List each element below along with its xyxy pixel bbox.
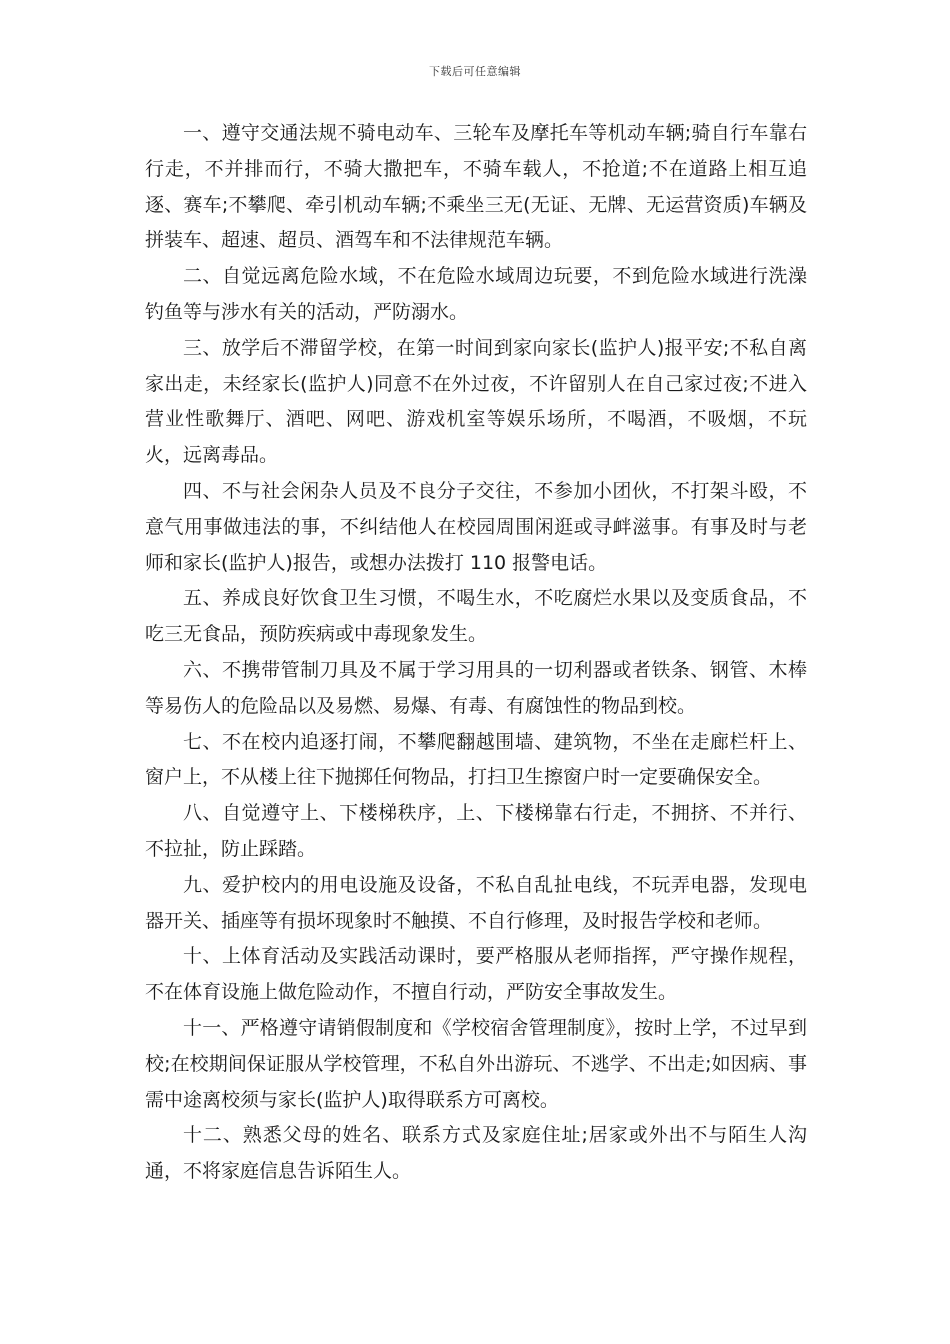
rule-paragraph-10: 十、上体育活动及实践活动课时，要严格服从老师指挥，严守操作规程，不在体育设施上做危险动作，不擅自行动，严防安全事故发生。 <box>145 945 807 1004</box>
rule-paragraph-11: 十一、严格遵守请销假制度和《学校宿舍管理制度》，按时上学，不过早到校;在校期间保证服从学校管理，不私自外出游玩、不逃学、不出走;如因病、事需中途离校须与家长(监护人)取得联系方可离校。 <box>145 1016 807 1111</box>
rule-paragraph-12: 十二、熟悉父母的姓名、联系方式及家庭住址;居家或外出不与陌生人沟通，不将家庭信息告诉陌生人。 <box>145 1124 807 1183</box>
rule-paragraph-8: 八、自觉遵守上、下楼梯秩序，上、下楼梯靠右行走，不拥挤、不并行、不拉扯，防止踩踏。 <box>145 802 807 860</box>
rule-paragraph-1: 一、遵守交通法规不骑电动车、三轮车及摩托车等机动车辆;骑自行车靠右行走，不并排而行，不骑大撒把车，不骑车载人，不抢道;不在道路上相互追逐、赛车;不攀爬、牵引机动车辆;不乘坐三无(无证、无牌、无运营资质)车辆及拼装车、超速、超员、酒驾车和不法律规范车辆。 <box>145 122 807 252</box>
rule-paragraph-3: 三、放学后不滞留学校，在第一时间到家向家长(监护人)报平安;不私自离家出走，未经家长(监护人)同意不在外过夜，不许留别人在自己家过夜;不进入营业性歌舞厅、酒吧、网吧、游戏机室等娱乐场所，不喝酒，不吸烟，不玩火，远离毒品。 <box>145 336 807 467</box>
rule-paragraph-4: 四、不与社会闲杂人员及不良分子交往，不参加小团伙，不打架斗殴，不意气用事做违法的事，不纠结他人在校园周围闲逛或寻衅滋事。有事及时与老师和家长(监护人)报告，或想办法拨打 110 报警电话。 <box>145 479 807 574</box>
rule-paragraph-7: 七、不在校内追逐打闹，不攀爬翻越围墙、建筑物，不坐在走廊栏杆上、窗户上，不从楼上往下抛掷任何物品，打扫卫生擦窗户时一定要确保安全。 <box>145 730 807 789</box>
rule-paragraph-5: 五、养成良好饮食卫生习惯，不喝生水，不吃腐烂水果以及变质食品，不吃三无食品，预防疾病或中毒现象发生。 <box>145 587 807 646</box>
document-body <box>145 116 807 1190</box>
rule-paragraph-6: 六、不携带管制刀具及不属于学习用具的一切利器或者铁条、钢管、木棒等易伤人的危险品以及易燃、易爆、有毒、有腐蚀性的物品到校。 <box>145 658 807 717</box>
rule-paragraph-9: 九、爱护校内的用电设施及设备，不私自乱扯电线，不玩弄电器，发现电器开关、插座等有损坏现象时不触摸、不自行修理，及时报告学校和老师。 <box>145 873 807 932</box>
rule-paragraph-2: 二、自觉远离危险水域，不在危险水域周边玩要，不到危险水域进行洗澡钓鱼等与涉水有关的活动，严防溺水。 <box>145 265 807 323</box>
page-header: 下载后可任意编辑 <box>429 65 521 78</box>
